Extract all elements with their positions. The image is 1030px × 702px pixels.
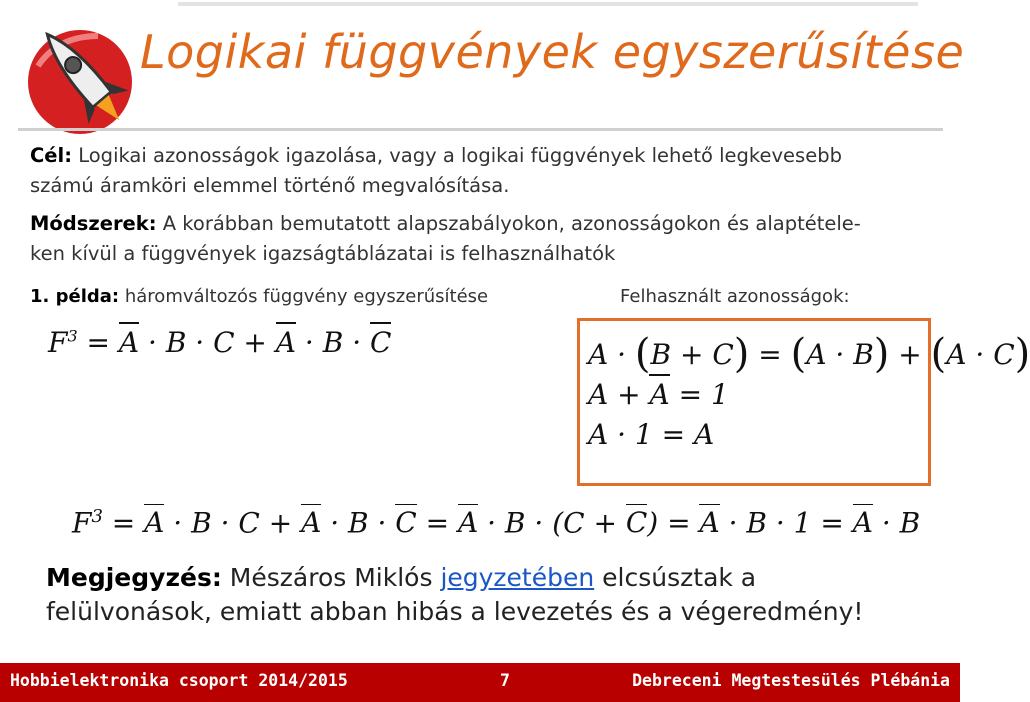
footer-parish-name: Debreceni Megtestesülés Plébánia [632, 671, 950, 690]
title-divider [18, 128, 943, 131]
identity-identity: A · 1 = A [588, 418, 715, 451]
footer-group-name: Hobbielektronika csoport 2014/2015 [10, 671, 348, 690]
methods-line-1 [30, 209, 861, 239]
example-function-formula: $F^3 = A \cdot B \cdot C + A \cdot B \cdot C$ [48, 326, 392, 359]
goal-text-1: Logikai azonosságok igazolása, vagy a logikai függvények lehető legkevesebb [78, 144, 842, 167]
derivation-formula: $F^3 = A \cdot B \cdot C + A \cdot B \cdot C = A \cdot B \cdot (C + C) = A \cdot B \cdot 1 = A \cdot B$ [72, 506, 921, 540]
note-line-1 [46, 563, 756, 592]
identity-distributive: A · (B + C) = (A · B) + (A · C) [588, 331, 1030, 377]
note-pre: Mészáros Miklós [229, 563, 433, 592]
goal-line-1 [30, 141, 842, 171]
example-heading [30, 282, 488, 312]
methods-line-2 [30, 239, 615, 269]
notes-link[interactable]: jegyzetében [440, 563, 595, 592]
note-label: Megjegyzés: [46, 563, 222, 592]
note-line-2: felülvonások, emiatt abban hibás a levezetés és a végeredmény! [46, 597, 864, 626]
identities-heading: Felhasznált azonosságok: [620, 286, 850, 307]
identity-complement: A + A = 1 [588, 378, 729, 411]
goal-line-2 [30, 171, 509, 201]
title-rule-top [178, 2, 918, 6]
note-post: elcsúsztak a [602, 563, 757, 592]
methods-text-1: A korábban bemutatott alapszabályokon, azonosságokon és alaptétele- [162, 212, 861, 235]
goal-label: Cél: [30, 144, 73, 167]
page-title: Logikai függvények egyszerűsítése [140, 25, 965, 79]
example-label: 1. példa: [30, 286, 120, 307]
footer-page-number: 7 [500, 671, 510, 690]
methods-label: Módszerek: [30, 212, 157, 235]
example-text: háromváltozós függvény egyszerűsítése [124, 286, 489, 307]
methods-text-2: ken kívül a függvények igazságtáblázatai is felhasználhatók [30, 242, 616, 265]
goal-text-2: számú áramköri elemmel történő megvalósítása. [30, 174, 510, 197]
